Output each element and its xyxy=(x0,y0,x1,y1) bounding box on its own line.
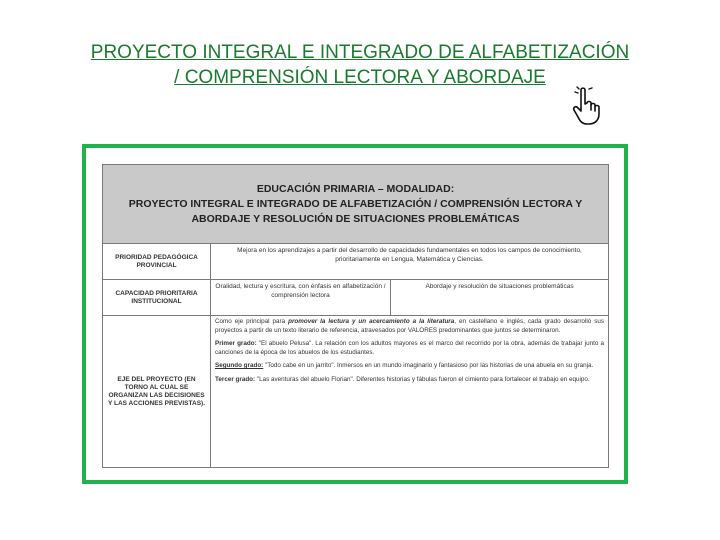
row-label-line: TORNO AL CUAL SE xyxy=(124,383,189,391)
row-label-prioridad xyxy=(103,244,211,280)
row-label-line: ORGANIZAN LAS DECISIONES xyxy=(108,391,205,399)
first-grade-paragraph: Primer grado: "El abuelo Pelusa". La relación con los adultos mayores es el marco del recorrido por la obra, además de trabajar junto a canciones de la época de los abuelos de los estudiantes. xyxy=(215,340,605,356)
row-label-eje xyxy=(103,316,211,468)
header-line-2: PROYECTO INTEGRAL E INTEGRADO DE ALFABETIZACIÓN / COMPRENSIÓN LECTORA Y xyxy=(128,197,583,210)
row-label-line: Y LAS ACCIONES PREVISTAS). xyxy=(107,399,206,407)
third-grade-paragraph: Tercer grado: "Las aventuras del abuelo Florian". Diferentes historias y fábulas fueron el cimiento para fortalecer el trabajo en equipo. xyxy=(215,375,590,383)
slide-title-line-1: PROYECTO INTEGRAL E INTEGRADO DE ALFABETIZACIÓN xyxy=(90,42,630,63)
header-line-3: ABORDAJE Y RESOLUCIÓN DE SITUACIONES PROBLEMÁTICAS xyxy=(191,212,520,225)
row-label-line: CAPACIDAD PRIORITARIA xyxy=(115,289,198,297)
row-text-prioridad: Mejora en los aprendizajes a partir del desarrollo de capacidades fundamentales en todos los campos de conocimiento, prioritariamente en Lengua, Matemática y Ciencias. xyxy=(211,244,609,280)
table-row xyxy=(103,316,609,468)
table-header xyxy=(103,165,609,244)
table-row xyxy=(103,280,609,316)
slide-title xyxy=(40,40,680,90)
slide-title-line-2: / COMPRENSIÓN LECTORA Y ABORDAJE xyxy=(174,67,546,88)
table-header-row xyxy=(103,165,609,244)
row-label-line: INSTITUCIONAL xyxy=(131,297,182,305)
project-table xyxy=(102,164,609,468)
row-label-line: PROVINCIAL xyxy=(136,261,177,269)
intro-paragraph: Como eje principal para promover la lectura y un acercamiento a la literatura, en castellano e inglés, cada grado desarrolló sus proyectos a partir de un texto literario de referencia, atravesados por VALORES predominantes que juntos se determinaron. xyxy=(215,318,604,334)
second-grade-paragraph: Segundo grado: "Todo cabe en un jarrito". Inmersos en un mundo imaginario y fantasioso por las historias de una abuela en su granja. xyxy=(215,362,594,370)
row-text-capacidad-right: Abordaje y resolución de situaciones problemáticas xyxy=(391,280,609,316)
row-text-eje xyxy=(211,316,609,468)
row-text-capacidad-left: Oralidad, lectura y escritura, con énfasis en alfabetización / comprensión lectora xyxy=(211,280,391,316)
pointing-hand-icon[interactable] xyxy=(572,86,608,126)
table-row xyxy=(103,244,609,280)
header-line-1: EDUCACIÓN PRIMARIA – MODALIDAD: xyxy=(256,182,455,195)
row-label-line: EJE DEL PROYECTO (EN xyxy=(117,375,196,383)
row-label-capacidad xyxy=(103,280,211,316)
row-label-line: PRIORIDAD PEDAGÓGICA xyxy=(115,253,198,261)
